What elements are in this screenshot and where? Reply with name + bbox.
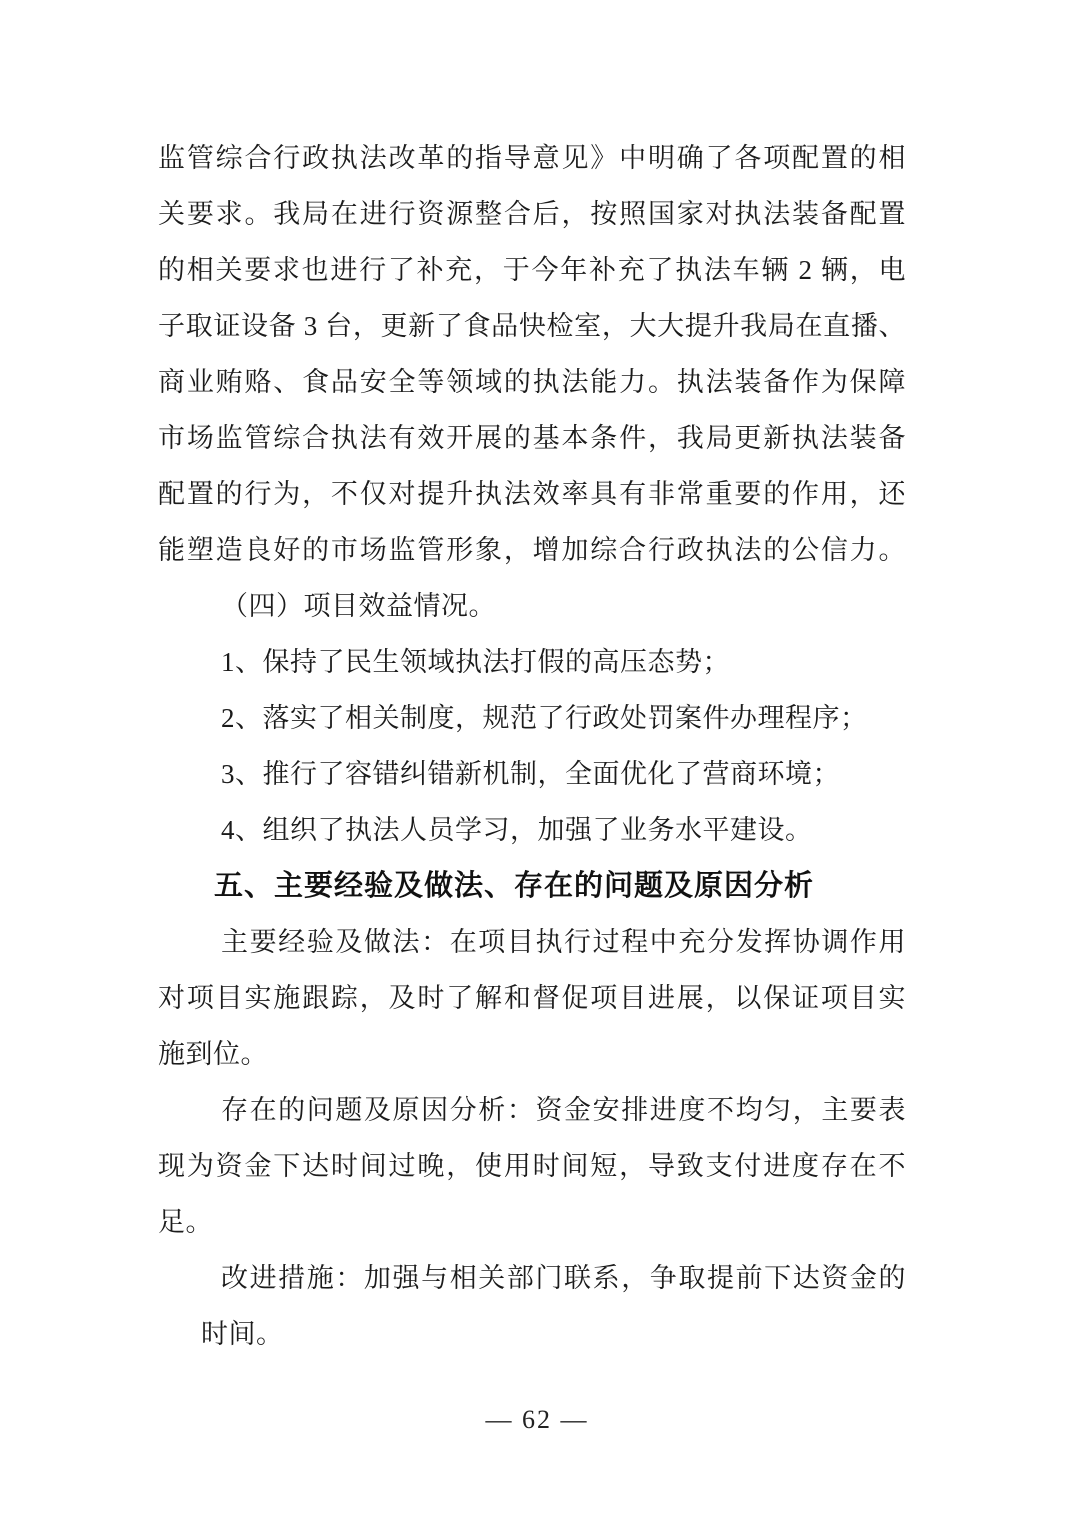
text-line: 的相关要求也进行了补充，于今年补充了执法车辆 2 辆，电 (158, 255, 906, 285)
text-lines (158, 130, 906, 1362)
text-line: 能塑造良好的市场监管形象，增加综合行政执法的公信力。 (158, 535, 906, 565)
text-line: 市场监管综合执法有效开展的基本条件，我局更新执法装备 (158, 423, 906, 453)
text-line: 子取证设备 3 台，更新了食品快检室，大大提升我局在直播、 (158, 311, 906, 341)
section-heading: 五、主要经验及做法、存在的问题及原因分析 (214, 870, 815, 902)
text-line: 商业贿赂、食品安全等领域的执法能力。执法装备作为保障 (158, 367, 906, 397)
text-line: 现为资金下达时间过晚，使用时间短，导致支付进度存在不 (158, 1151, 906, 1181)
text-line: 主要经验及做法：在项目执行过程中充分发挥协调作用 (221, 927, 906, 957)
text-line: 监管综合行政执法改革的指导意见》中明确了各项配置的相 (158, 143, 906, 173)
text-line: 4、组织了执法人员学习，加强了业务水平建设。 (221, 815, 813, 845)
text-line: 改进措施：加强与相关部门联系，争取提前下达资金的 (221, 1263, 906, 1293)
page-number: — 62 — (485, 1405, 589, 1434)
text-line: 时间。 (201, 1319, 284, 1349)
text-line: 足。 (158, 1207, 213, 1237)
text-line: 关要求。我局在进行资源整合后，按照国家对执法装备配置 (158, 199, 906, 229)
text-line: 存在的问题及原因分析：资金安排进度不均匀，主要表 (221, 1095, 906, 1125)
text-line: 配置的行为，不仅对提升执法效率具有非常重要的作用，还 (158, 479, 906, 509)
text-line: 对项目实施跟踪，及时了解和督促项目进展，以保证项目实 (158, 983, 906, 1013)
text-line: 2、落实了相关制度，规范了行政处罚案件办理程序； (221, 703, 868, 733)
text-line: （四）项目效益情况。 (221, 591, 496, 621)
text-line: 3、推行了容错纠错新机制，全面优化了营商环境； (221, 759, 840, 789)
text-line: 1、保持了民生领域执法打假的高压态势； (221, 647, 730, 677)
text-line: 施到位。 (158, 1039, 268, 1069)
